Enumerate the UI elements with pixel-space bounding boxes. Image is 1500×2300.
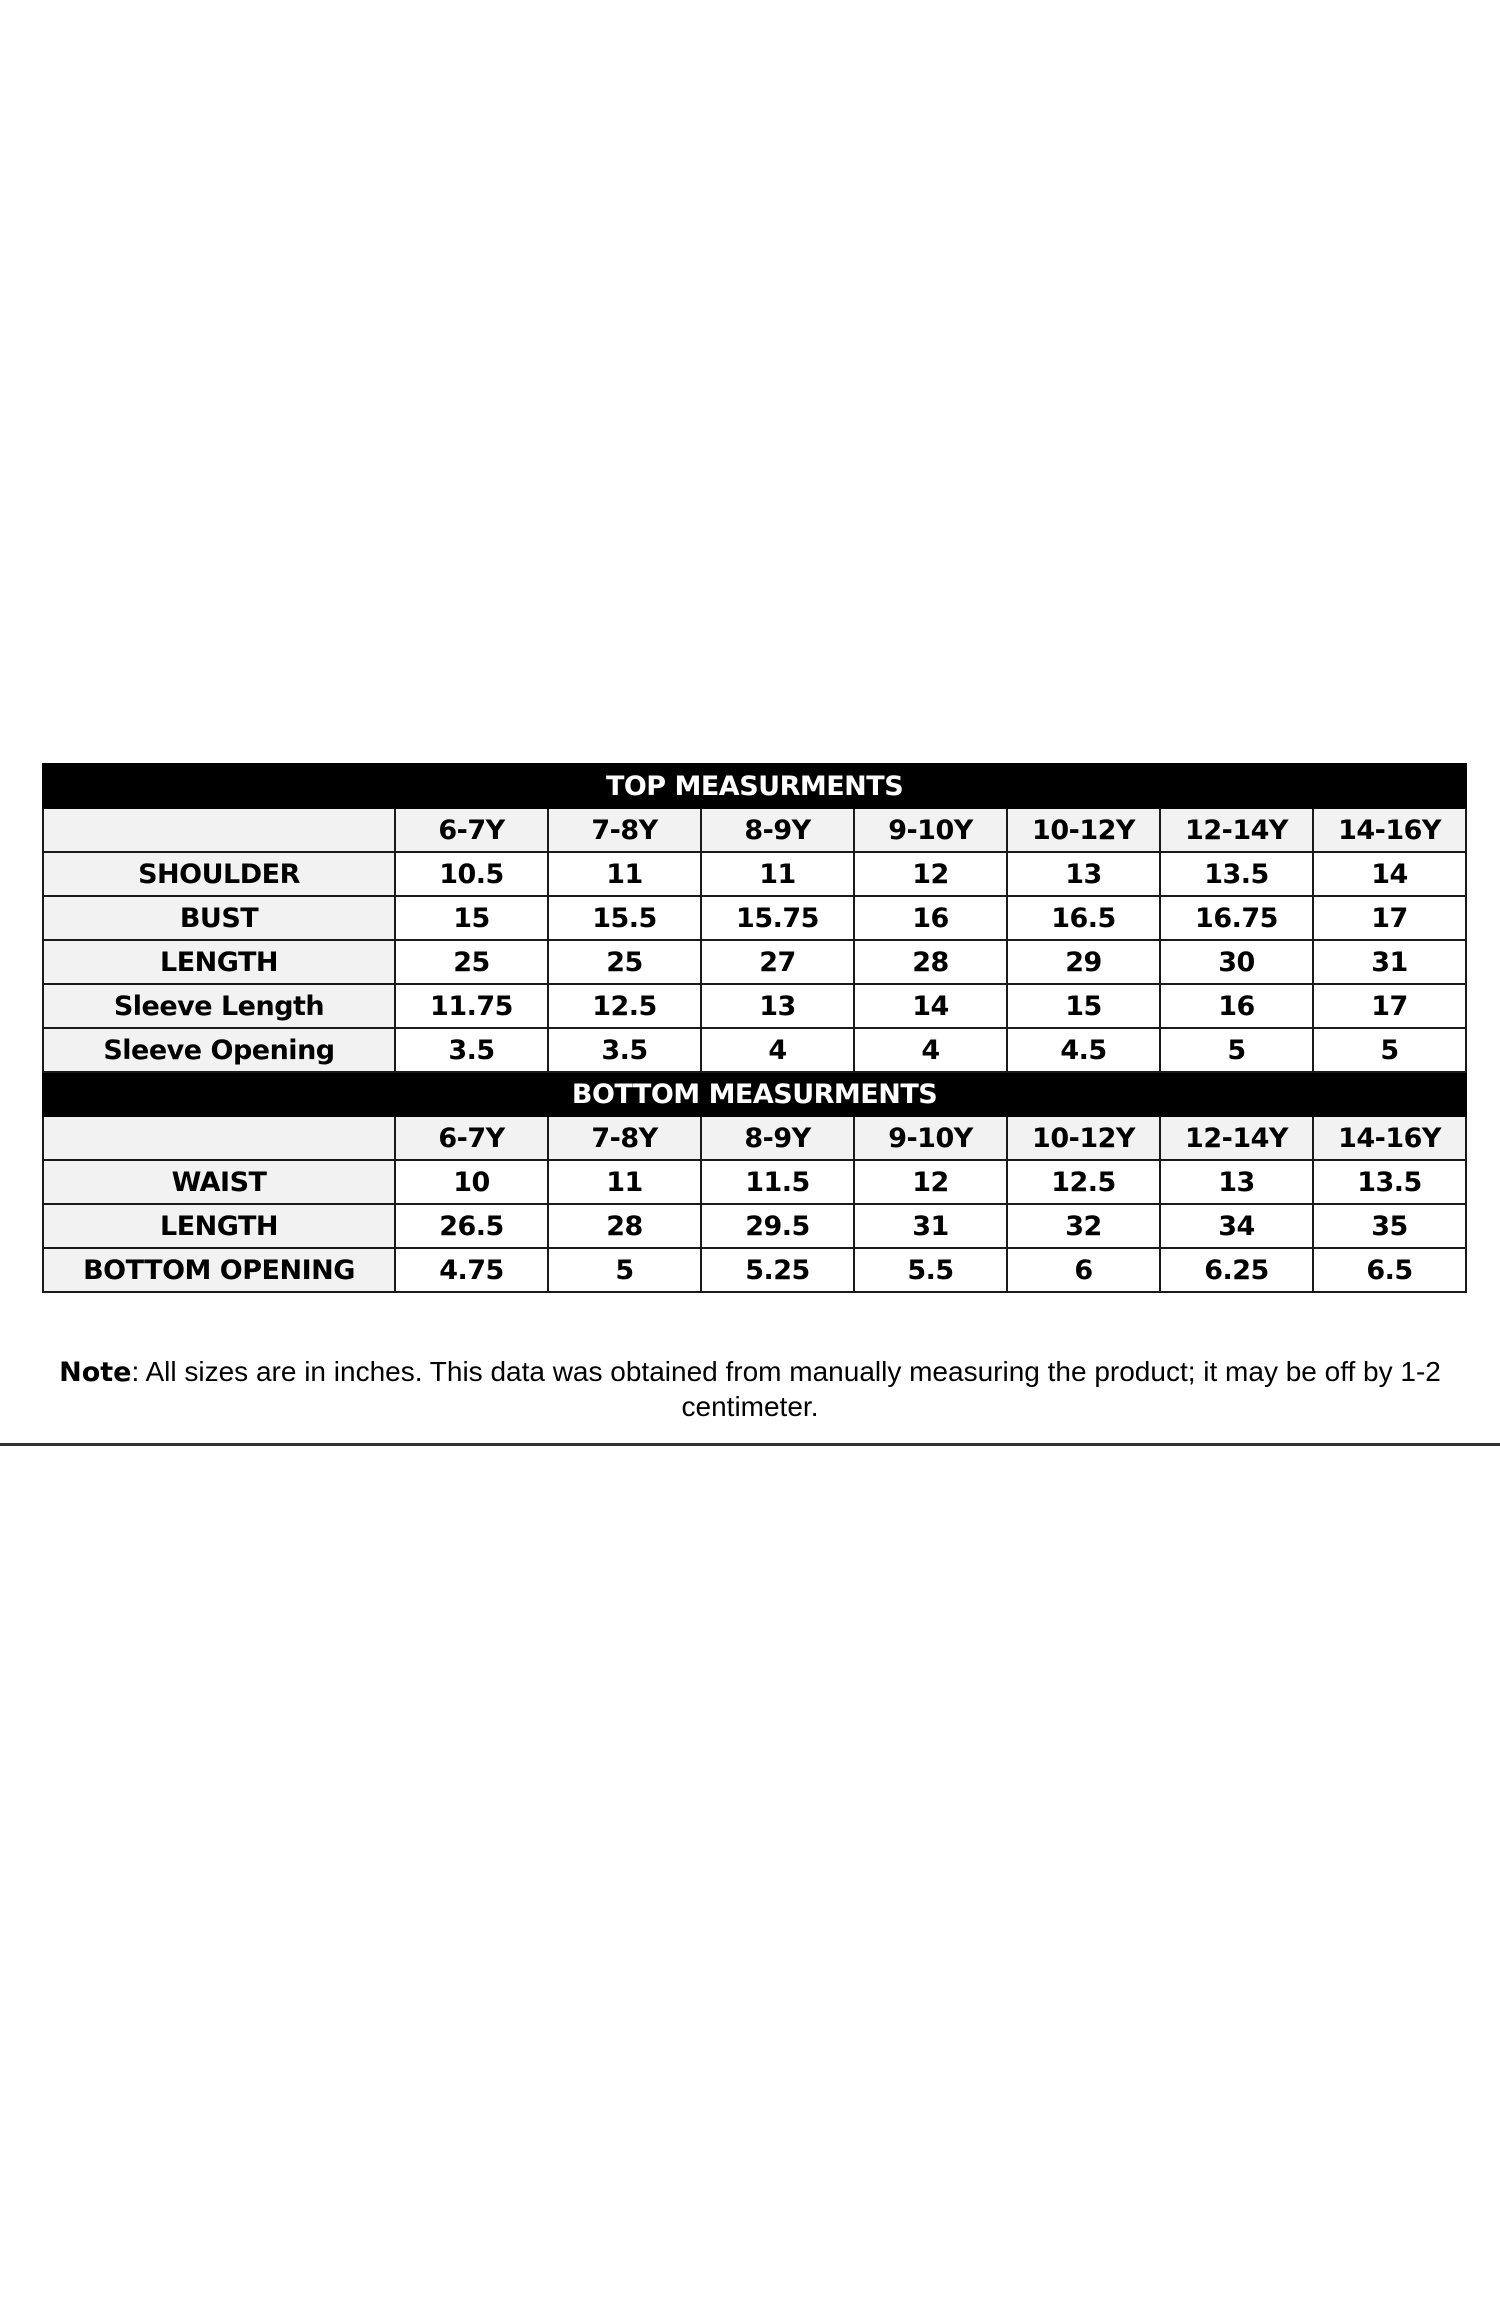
measurement-cell: 16.75 xyxy=(1160,896,1313,940)
row-label: Sleeve Opening xyxy=(43,1028,395,1072)
size-header-cell: 9-10Y xyxy=(854,1116,1007,1160)
measurement-cell: 11 xyxy=(548,1160,701,1204)
measurement-cell: 29 xyxy=(1007,940,1160,984)
size-header-cell: 9-10Y xyxy=(854,808,1007,852)
size-header-cell: 7-8Y xyxy=(548,808,701,852)
measurement-cell: 28 xyxy=(854,940,1007,984)
measurement-cell: 5.25 xyxy=(701,1248,854,1292)
measurement-cell: 12 xyxy=(854,852,1007,896)
measurement-cell: 35 xyxy=(1313,1204,1466,1248)
measurement-cell: 10 xyxy=(395,1160,548,1204)
measurement-cell: 11 xyxy=(701,852,854,896)
measurement-cell: 12 xyxy=(854,1160,1007,1204)
measurement-cell: 15.75 xyxy=(701,896,854,940)
row-label: LENGTH xyxy=(43,1204,395,1248)
table-row xyxy=(43,984,1466,1028)
measurement-cell: 10.5 xyxy=(395,852,548,896)
table-row xyxy=(43,940,1466,984)
size-chart xyxy=(42,763,1466,1293)
measurement-cell: 25 xyxy=(548,940,701,984)
top-section-title: TOP MEASURMENTS xyxy=(43,764,1466,808)
measurement-cell: 16.5 xyxy=(1007,896,1160,940)
row-label: BUST xyxy=(43,896,395,940)
measurement-cell: 32 xyxy=(1007,1204,1160,1248)
size-header-cell: 14-16Y xyxy=(1313,1116,1466,1160)
measurement-cell: 31 xyxy=(1313,940,1466,984)
size-header-cell: 10-12Y xyxy=(1007,1116,1160,1160)
measurement-cell: 4.75 xyxy=(395,1248,548,1292)
measurement-cell: 5 xyxy=(1160,1028,1313,1072)
measurement-cell: 14 xyxy=(1313,852,1466,896)
top-size-header-blank xyxy=(43,808,395,852)
size-header-cell: 7-8Y xyxy=(548,1116,701,1160)
measurement-cell: 5 xyxy=(1313,1028,1466,1072)
table-row xyxy=(43,1248,1466,1292)
size-header-cell: 12-14Y xyxy=(1160,808,1313,852)
size-header-cell: 8-9Y xyxy=(701,808,854,852)
measurement-cell: 4.5 xyxy=(1007,1028,1160,1072)
size-header-cell: 14-16Y xyxy=(1313,808,1466,852)
measurement-cell: 16 xyxy=(854,896,1007,940)
bottom-section-header xyxy=(43,1072,1466,1116)
table-row xyxy=(43,1204,1466,1248)
measurement-cell: 34 xyxy=(1160,1204,1313,1248)
measurement-cell: 4 xyxy=(701,1028,854,1072)
measurement-cell: 26.5 xyxy=(395,1204,548,1248)
measurement-cell: 11.5 xyxy=(701,1160,854,1204)
size-header-cell: 8-9Y xyxy=(701,1116,854,1160)
measurement-cell: 5.5 xyxy=(854,1248,1007,1292)
measurement-cell: 27 xyxy=(701,940,854,984)
bottom-size-header-blank xyxy=(43,1116,395,1160)
row-label: SHOULDER xyxy=(43,852,395,896)
measurement-cell: 6.25 xyxy=(1160,1248,1313,1292)
measurement-cell: 3.5 xyxy=(548,1028,701,1072)
measurement-note xyxy=(0,1355,1500,1424)
measurement-cell: 3.5 xyxy=(395,1028,548,1072)
measurement-cell: 12.5 xyxy=(548,984,701,1028)
measurement-cell: 29.5 xyxy=(701,1204,854,1248)
measurement-cell: 14 xyxy=(854,984,1007,1028)
measurement-cell: 6.5 xyxy=(1313,1248,1466,1292)
size-chart-table xyxy=(42,763,1467,1293)
size-header-cell: 12-14Y xyxy=(1160,1116,1313,1160)
measurement-cell: 13 xyxy=(701,984,854,1028)
measurement-cell: 13 xyxy=(1160,1160,1313,1204)
measurement-cell: 13.5 xyxy=(1160,852,1313,896)
measurement-cell: 13.5 xyxy=(1313,1160,1466,1204)
measurement-cell: 11.75 xyxy=(395,984,548,1028)
measurement-cell: 15.5 xyxy=(548,896,701,940)
measurement-cell: 6 xyxy=(1007,1248,1160,1292)
bottom-size-header-row xyxy=(43,1116,1466,1160)
row-label: Sleeve Length xyxy=(43,984,395,1028)
measurement-cell: 11 xyxy=(548,852,701,896)
measurement-cell: 16 xyxy=(1160,984,1313,1028)
table-row xyxy=(43,896,1466,940)
row-label: WAIST xyxy=(43,1160,395,1204)
size-header-cell: 10-12Y xyxy=(1007,808,1160,852)
measurement-cell: 12.5 xyxy=(1007,1160,1160,1204)
measurement-cell: 25 xyxy=(395,940,548,984)
row-label: LENGTH xyxy=(43,940,395,984)
measurement-cell: 31 xyxy=(854,1204,1007,1248)
measurement-cell: 17 xyxy=(1313,896,1466,940)
measurement-cell: 4 xyxy=(854,1028,1007,1072)
size-header-cell: 6-7Y xyxy=(395,1116,548,1160)
note-text: : All sizes are in inches. This data was obtained from manually measuring the product; it may be off by 1-2 centimeter. xyxy=(131,1356,1441,1422)
measurement-cell: 13 xyxy=(1007,852,1160,896)
measurement-cell: 17 xyxy=(1313,984,1466,1028)
bottom-section-title: BOTTOM MEASURMENTS xyxy=(43,1072,1466,1116)
divider xyxy=(0,1443,1500,1446)
measurement-cell: 30 xyxy=(1160,940,1313,984)
table-row xyxy=(43,1160,1466,1204)
measurement-cell: 5 xyxy=(548,1248,701,1292)
top-section-header xyxy=(43,764,1466,808)
measurement-cell: 28 xyxy=(548,1204,701,1248)
top-size-header-row xyxy=(43,808,1466,852)
size-header-cell: 6-7Y xyxy=(395,808,548,852)
row-label: BOTTOM OPENING xyxy=(43,1248,395,1292)
note-label: Note xyxy=(59,1357,132,1388)
table-row xyxy=(43,852,1466,896)
measurement-cell: 15 xyxy=(1007,984,1160,1028)
measurement-cell: 15 xyxy=(395,896,548,940)
table-row xyxy=(43,1028,1466,1072)
